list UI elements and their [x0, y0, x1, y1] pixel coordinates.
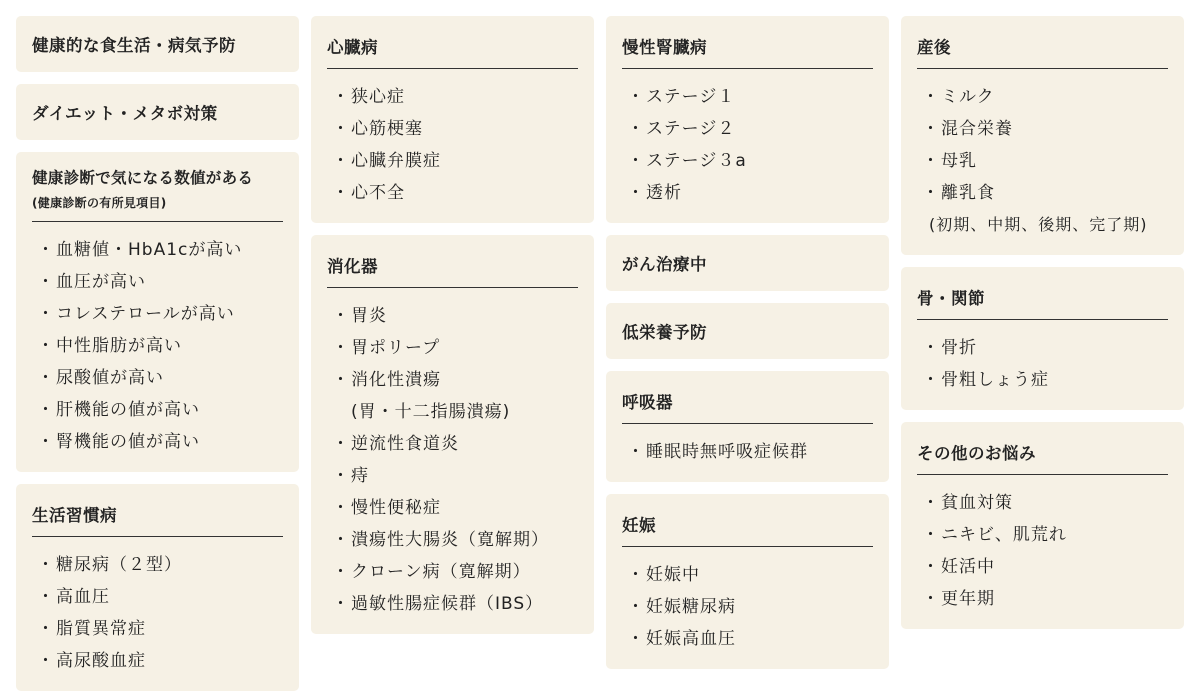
column-1	[16, 16, 299, 695]
bullet: ・	[332, 306, 350, 326]
bullet: ・	[37, 368, 55, 388]
bullet: ・	[627, 87, 645, 107]
bullet: ・	[627, 119, 645, 139]
list-item[interactable]: ・心筋梗塞	[327, 113, 578, 145]
list-item[interactable]: ・骨折	[917, 332, 1168, 364]
list-item[interactable]: ・更年期	[917, 583, 1168, 615]
bullet: ・	[922, 589, 940, 609]
bullet: ・	[332, 466, 350, 486]
list-item[interactable]: ・肝機能の値が高い	[32, 394, 283, 426]
card-title[interactable]: 呼吸器	[622, 393, 673, 412]
card-title[interactable]: 生活習慣病	[32, 506, 117, 525]
bullet: ・	[332, 594, 350, 614]
item-list	[622, 81, 873, 209]
card-title[interactable]: 慢性腎臓病	[622, 38, 707, 57]
list-item[interactable]: ・血圧が高い	[32, 266, 283, 298]
bullet: ・	[627, 565, 645, 585]
card-title: がん治療中	[622, 255, 707, 274]
card-header	[917, 436, 1168, 475]
card-header	[622, 508, 873, 547]
card-header	[32, 498, 283, 537]
list-item[interactable]: ・妊活中	[917, 551, 1168, 583]
list-item[interactable]: ・糖尿病（２型）	[32, 549, 283, 581]
card-title[interactable]: その他のお悩み	[917, 444, 1036, 463]
card-postpartum	[901, 16, 1184, 255]
list-item[interactable]: ・尿酸値が高い	[32, 362, 283, 394]
bullet: ・	[37, 336, 55, 356]
bullet: ・	[332, 434, 350, 454]
bullet: ・	[922, 338, 940, 358]
bullet: ・	[332, 338, 350, 358]
card-header	[917, 281, 1168, 320]
card-heart-disease	[311, 16, 594, 223]
list-item[interactable]: ・慢性便秘症	[327, 492, 578, 524]
card-title[interactable]: 骨・関節	[917, 289, 985, 308]
list-item[interactable]: ・ニキビ、肌荒れ	[917, 519, 1168, 551]
list-item[interactable]: ・ステージ３a	[622, 145, 873, 177]
card-pregnancy	[606, 494, 889, 669]
bullet: ・	[922, 151, 940, 171]
card-healthy-diet[interactable]	[16, 16, 299, 72]
bullet: ・	[922, 87, 940, 107]
list-item[interactable]: ・透析	[622, 177, 873, 209]
bullet: ・	[37, 555, 55, 575]
bullet: ・	[37, 400, 55, 420]
card-title: 健康的な食生活・病気予防	[32, 36, 236, 55]
card-header	[622, 385, 873, 424]
list-item[interactable]: ・心不全	[327, 177, 578, 209]
list-item[interactable]: ・脂質異常症	[32, 613, 283, 645]
list-item[interactable]: ・ステージ２	[622, 113, 873, 145]
list-item[interactable]: ・過敏性腸症候群（IBS）	[327, 588, 578, 620]
bullet: ・	[332, 530, 350, 550]
card-digestive	[311, 235, 594, 634]
column-4	[901, 16, 1184, 641]
bullet: ・	[332, 119, 350, 139]
bullet: ・	[37, 304, 55, 324]
list-item[interactable]: ・妊娠糖尿病	[622, 591, 873, 623]
bullet: ・	[627, 183, 645, 203]
list-item[interactable]: ・腎機能の値が高い	[32, 426, 283, 458]
bullet: ・	[332, 370, 350, 390]
list-item[interactable]: ・逆流性食道炎	[327, 428, 578, 460]
list-item[interactable]: ・ステージ１	[622, 81, 873, 113]
bullet: ・	[332, 498, 350, 518]
list-item[interactable]: ・血糖値・HbA1cが高い	[32, 234, 283, 266]
card-chronic-kidney	[606, 16, 889, 223]
column-2	[311, 16, 594, 646]
list-item[interactable]: ・母乳	[917, 145, 1168, 177]
bullet: ・	[922, 183, 940, 203]
bullet: ・	[37, 272, 55, 292]
item-list	[622, 559, 873, 655]
card-title[interactable]: 消化器	[327, 257, 378, 276]
card-header	[327, 30, 578, 69]
item-list	[327, 81, 578, 209]
list-item[interactable]: ・ミルク	[917, 81, 1168, 113]
list-item[interactable]: ・妊娠高血圧	[622, 623, 873, 655]
card-title[interactable]: 産後	[917, 38, 951, 57]
item-list	[917, 487, 1168, 615]
list-item[interactable]: ・睡眠時無呼吸症候群	[622, 436, 873, 468]
bullet: ・	[922, 119, 940, 139]
card-header	[622, 30, 873, 69]
list-item[interactable]: ・狭心症	[327, 81, 578, 113]
list-item[interactable]: ・潰瘍性大腸炎（寛解期）	[327, 524, 578, 556]
list-item[interactable]: ・痔	[327, 460, 578, 492]
card-title[interactable]: 妊娠	[622, 516, 656, 535]
bullet: ・	[922, 493, 940, 513]
card-other-concerns	[901, 422, 1184, 629]
bullet: ・	[332, 87, 350, 107]
list-item[interactable]: ・高尿酸血症	[32, 645, 283, 677]
bullet: ・	[922, 525, 940, 545]
bullet: ・	[627, 629, 645, 649]
item-list	[32, 549, 283, 677]
card-header	[32, 164, 283, 222]
bullet: ・	[332, 151, 350, 171]
card-header	[327, 249, 578, 288]
card-respiratory	[606, 371, 889, 482]
bullet: ・	[37, 587, 55, 607]
list-item-continuation: (胃・十二指腸潰瘍)	[351, 402, 511, 422]
list-item[interactable]: ・心臓弁膜症	[327, 145, 578, 177]
list-item[interactable]: ・骨粗しょう症	[917, 364, 1168, 396]
card-subtitle: (健康診断の有所見項目)	[32, 196, 167, 210]
card-header	[917, 30, 1168, 69]
card-bone-joint	[901, 267, 1184, 410]
column-3	[606, 16, 889, 681]
item-list	[622, 436, 873, 468]
card-lifestyle-disease	[16, 484, 299, 691]
bullet: ・	[37, 240, 55, 260]
list-item[interactable]: ・妊娠中	[622, 559, 873, 591]
card-diet-metabo[interactable]	[16, 84, 299, 140]
list-item-continuation: (初期、中期、後期、完了期)	[929, 215, 1148, 234]
bullet: ・	[627, 442, 645, 462]
list-item[interactable]: ・消化性潰瘍	[327, 364, 578, 396]
bullet: ・	[332, 562, 350, 582]
item-list	[327, 300, 578, 620]
list-item[interactable]: ・貧血対策	[917, 487, 1168, 519]
card-title: ダイエット・メタボ対策	[32, 104, 218, 123]
bullet: ・	[627, 151, 645, 171]
card-cancer-treatment[interactable]	[606, 235, 889, 291]
list-item[interactable]: ・クローン病（寛解期）	[327, 556, 578, 588]
list-item[interactable]: ・コレステロールが高い	[32, 298, 283, 330]
card-malnutrition-prevention[interactable]	[606, 303, 889, 359]
card-health-checkup	[16, 152, 299, 472]
bullet: ・	[37, 432, 55, 452]
bullet: ・	[627, 597, 645, 617]
list-item[interactable]: ・中性脂肪が高い	[32, 330, 283, 362]
list-item[interactable]: ・胃炎	[327, 300, 578, 332]
item-list	[32, 234, 283, 458]
card-title: 低栄養予防	[622, 323, 707, 342]
card-title[interactable]: 健康診断で気になる数値がある	[32, 169, 254, 187]
list-item[interactable]: ・混合栄養	[917, 113, 1168, 145]
bullet: ・	[37, 651, 55, 671]
item-list	[917, 81, 1168, 241]
list-item[interactable]: ・高血圧	[32, 581, 283, 613]
bullet: ・	[37, 619, 55, 639]
card-title[interactable]: 心臓病	[327, 38, 378, 57]
item-list	[917, 332, 1168, 396]
bullet: ・	[922, 370, 940, 390]
list-item[interactable]: ・離乳食	[917, 177, 1168, 209]
list-item[interactable]: ・胃ポリープ	[327, 332, 578, 364]
bullet: ・	[332, 183, 350, 203]
bullet: ・	[922, 557, 940, 577]
